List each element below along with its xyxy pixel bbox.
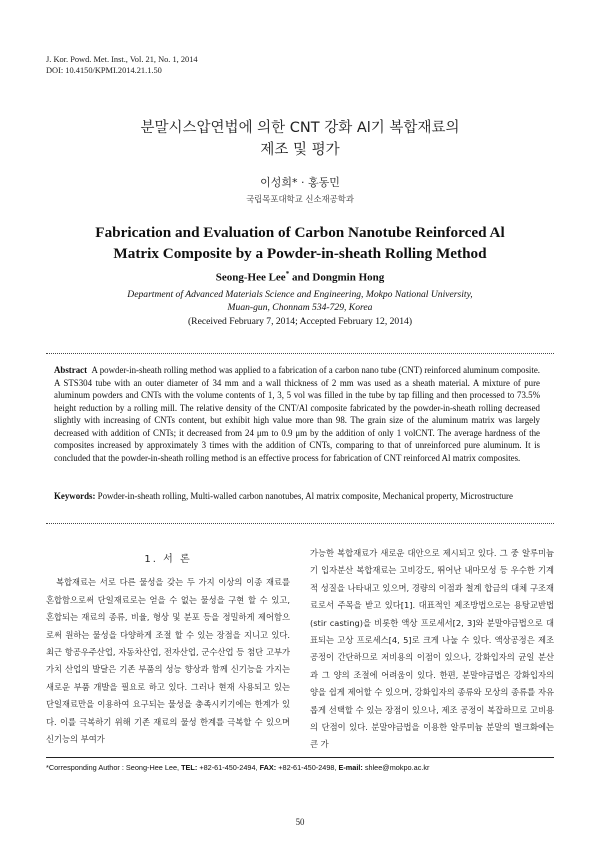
- journal-header: [46, 54, 198, 76]
- footnote-prefix: *Corresponding Author : Seong-Hee Lee,: [46, 763, 182, 772]
- email-value: shlee@mokpo.ac.kr: [362, 763, 430, 772]
- fax-label: FAX:: [259, 763, 277, 772]
- abstract-bottom-rule: [46, 523, 554, 524]
- body-left-column: [46, 551, 290, 748]
- korean-title: [0, 117, 600, 161]
- affiliation-line2: Muan-gun, Chonnam 534-729, Korea: [227, 302, 373, 313]
- author-lee: Seong-Hee Lee: [215, 271, 286, 284]
- fax-value: +82-61-450-2498,: [276, 763, 339, 772]
- english-affiliation: [0, 288, 600, 314]
- abstract-top-rule: [46, 353, 554, 354]
- abstract: [54, 364, 540, 464]
- english-title-line1: Fabrication and Evaluation of Carbon Nanotube Reinforced Al: [95, 224, 505, 241]
- author-hong: and Dongmin Hong: [289, 271, 385, 284]
- korean-authors: 이성희* · 홍동민: [260, 176, 340, 189]
- keywords-text: Powder-in-sheath rolling, Multi-walled carbon nanotubes, Al matrix composite, Mechanical property, Microstructure: [97, 491, 513, 501]
- english-title-line2: Matrix Composite by a Powder-in-sheath Rolling Method: [113, 245, 487, 262]
- page-number: 50: [295, 817, 305, 827]
- keywords: [54, 490, 540, 503]
- body-right-column: [310, 545, 554, 754]
- journal-citation: J. Kor. Powd. Met. Inst., Vol. 21, No. 1, 2014: [46, 55, 198, 64]
- intro-paragraph-left: 복합재료는 서로 다른 물성을 갖는 두 가지 이상의 이종 재료를 혼합함으로써 단일재료로는 얻을 수 없는 물성을 구현 할 수 있고, 혼합되는 재료의 종류, 비율, 형상 및 분포 등을 정밀하게 제어함으로써 원하는 물성을 다양하게 조절 할 수 있는 장점을 지니고 있다. 최근 항공우주산업, 자동차산업, 전자산업, 군수산업 등 첨단 고부가가치 산업의 발달은 기존 부품의 성능 향상과 함께 신기능을 가지는 새로운 부품 개발을 필요로 하고 있다. 그러나 현재 사용되고 있는 단일재료만을 이용하여 요구되는 물성을 충족시키기에는 한계가 있다. 이를 극복하기 위해 기존 재료의 물성 한계를 극복할 수 있으며 신기능의 부여가: [46, 577, 290, 745]
- corresponding-mark: *: [285, 270, 290, 278]
- korean-title-line1: 분말시스압연법에 의한 CNT 강화 Al기 복합재료의: [140, 120, 460, 136]
- korean-affiliation: 국립목포대학교 신소재공학과: [246, 194, 354, 204]
- corresponding-author-footnote: [46, 763, 554, 772]
- english-authors: [0, 270, 600, 284]
- affiliation-line1: Department of Advanced Materials Science and Engineering, Mokpo National University,: [127, 289, 473, 300]
- abstract-text: A powder-in-sheath rolling method was applied to a fabrication of a carbon nano tube (CNT) reinforced aluminum composite. A STS304 tube with an outer diameter of 34 mm and a wall thickness of 2 mm was used as a sheath material. A mixture of pure aluminum powders and CNTs with the volume contents of 1, 3, 5 vol was filled in the tube by tap filling and then processed to 73.5% height reduction by a rolling mill. The relative density of the CNT/Al composite fabricated by the powder-in-sheath rolling decreased slightly with increasing of CNTs content, but exhibit high value more than 98. The grain size of the aluminum matrix was largely decreased with addition of CNTs; it decreased from 24 μm to 0.9 μm by the addition of only 1 volCNT. The average hardness of the composites increased by approximately 3 times with the addition of CNTs, comparing to that of unreinforced pure aluminum. It is concluded that the powder-in-sheath rolling method is an effective process for fabrication of CNT reinforced Al matrix composites.: [54, 365, 541, 463]
- abstract-label: Abstract: [54, 365, 88, 375]
- email-label: E-mail:: [338, 763, 363, 772]
- tel-value: +82-61-450-2494,: [197, 763, 260, 772]
- doi: DOI: 10.4150/KPMI.2014.21.1.50: [46, 66, 162, 75]
- korean-title-line2: 제조 및 평가: [260, 142, 340, 158]
- tel-label: TEL:: [181, 763, 198, 772]
- english-title: [0, 222, 600, 264]
- section-heading-introduction: 1. 서 론: [144, 554, 192, 565]
- received-dates: (Received February 7, 2014; Accepted February 12, 2014): [187, 316, 413, 327]
- intro-paragraph-right: 가능한 복합재료가 새로운 대안으로 제시되고 있다. 그 중 알루미늄기 입자분산 복합재료는 고비강도, 뛰어난 내마모성 등 우수한 기계적 성질을 나타내고 있으며, 경량의 이점과 철계 합금의 대체 구조재료로서 주목을 받고 있다[1]. 대표적인 제조방법으로는 용탕교반법(stir casting)을 비롯한 액상 프로세서[2, 3]와 분말야금법으로 대표되는 고상 프로세스[4, 5]로 크게 나눌 수 있다. 액상공정은 제조 공정이 간단하므로 저비용의 이점이 있으나, 강화입자의 균일 분산과 그 양의 조절에 어려움이 있다. 한편, 분말야금법은 강화입자의 양을 쉽게 제어할 수 있으며, 강화입자의 종류와 모상의 종류를 자유롭게 선택할 수 있는 장점이 있으나, 제조 공정이 복잡하므로 고비용의 단점이 있다. 분말야금법을 이용한 알루미늄 분말의 벌크화에는 큰 가: [310, 548, 554, 750]
- keywords-label: Keywords:: [54, 491, 96, 501]
- footnote-rule: [46, 757, 554, 758]
